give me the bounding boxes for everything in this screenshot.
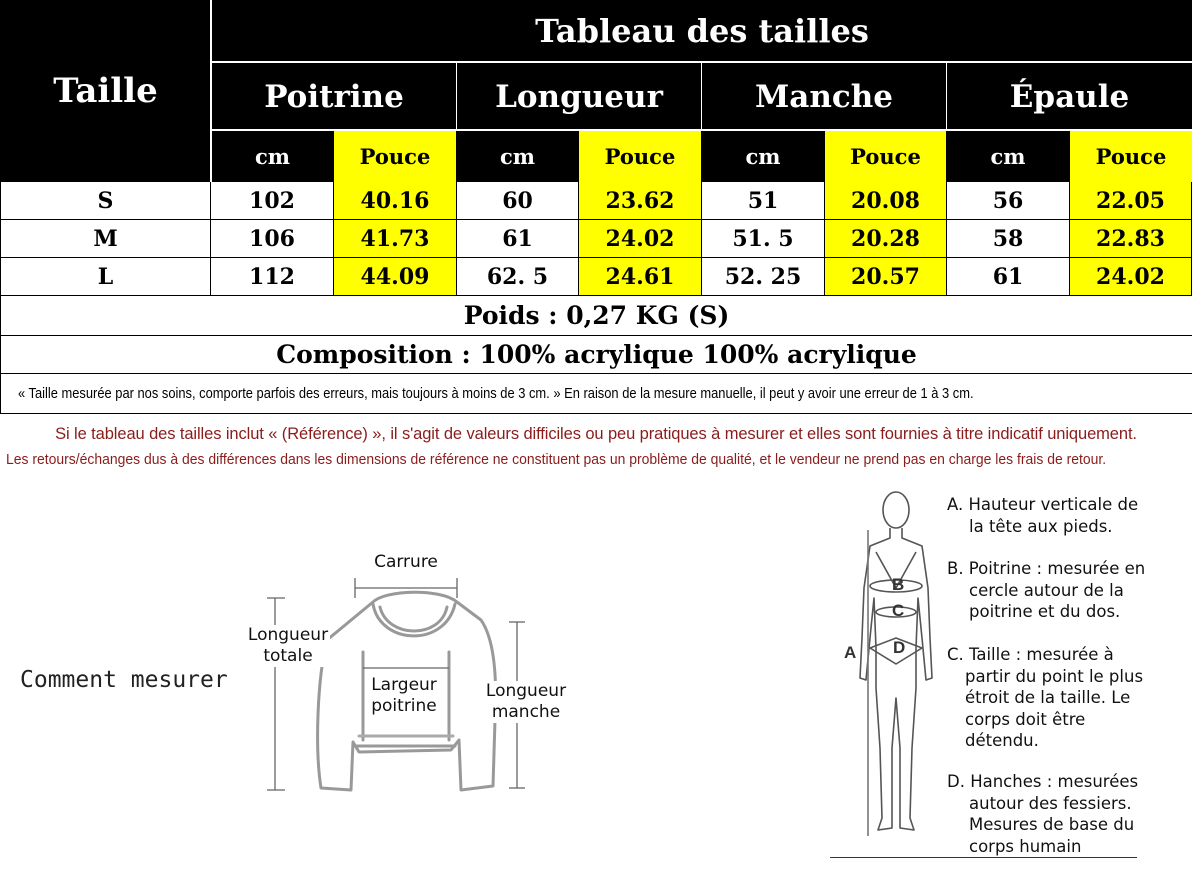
group-header-epaule: Épaule: [947, 63, 1192, 130]
def-line: A. Hauteur verticale de: [947, 495, 1139, 514]
def-line: B. Poitrine : mesurée en: [947, 559, 1146, 578]
label-b: B: [892, 575, 905, 594]
value-cell: 51: [702, 182, 825, 220]
size-cell: S: [0, 182, 211, 220]
unit-cm: cm: [702, 131, 824, 182]
label-line: totale: [263, 646, 313, 666]
table-row: [0, 220, 1192, 258]
size-chart-table: [0, 0, 1192, 296]
def-line: C. Taille : mesurée à: [947, 645, 1114, 664]
divider: [456, 63, 457, 130]
definition-c: [947, 644, 1143, 752]
reference-note-1: Si le tableau des tailles inclut « (Référence) », il s'agit de valeurs difficiles ou peu pratiques à mesurer et elles sont fournies à titre indicatif uniquement.: [55, 425, 1137, 443]
value-cell: 40.16: [334, 182, 457, 220]
def-line: étroit de la taille. Le: [965, 688, 1131, 707]
label-line: Longueur: [247, 625, 329, 645]
label-a: A: [844, 643, 857, 662]
baseline-divider: [830, 857, 1137, 858]
size-header: Taille: [0, 0, 211, 182]
label-line: manche: [491, 702, 561, 722]
def-line: corps doit être: [965, 709, 1086, 729]
value-cell: 61: [457, 220, 579, 258]
def-line: la tête aux pieds.: [969, 516, 1113, 536]
table-row: [0, 182, 1192, 220]
value-cell: 24.61: [579, 258, 702, 296]
body-diagram: [840, 488, 940, 840]
group-header-manche: Manche: [702, 63, 946, 130]
reference-note-2: Les retours/échanges dus à des différences dans les dimensions de référence ne constituent pas un problème de qualité, et le vendeur ne prend pas en charge les frais de retour.: [6, 451, 1107, 468]
definition-d: [947, 771, 1138, 857]
divider: [946, 63, 947, 130]
value-cell: 44.09: [334, 258, 457, 296]
unit-pouce: Pouce: [334, 131, 456, 182]
value-cell: 22.05: [1070, 182, 1192, 220]
divider: [701, 63, 702, 130]
unit-pouce: Pouce: [1070, 131, 1192, 182]
value-cell: 22.83: [1070, 220, 1192, 258]
size-cell: M: [0, 220, 211, 258]
carrure-label: Carrure: [370, 552, 442, 573]
value-cell: 23.62: [579, 182, 702, 220]
value-cell: 58: [947, 220, 1070, 258]
def-line: poitrine et du dos.: [969, 602, 1121, 621]
composition-line: Composition : 100% acrylique 100% acrylique: [0, 336, 1192, 374]
def-line: D. Hanches : mesurées: [947, 772, 1139, 791]
def-line: corps humain: [969, 836, 1082, 856]
label-line: poitrine: [371, 696, 437, 716]
def-line: Mesures de base du: [969, 815, 1135, 834]
value-cell: 20.08: [825, 182, 947, 220]
value-cell: 41.73: [334, 220, 457, 258]
label-line: Longueur: [485, 681, 567, 701]
unit-cm: cm: [212, 131, 333, 182]
size-cell: L: [0, 258, 211, 296]
table-row: [0, 258, 1192, 296]
def-line: partir du point le plus: [965, 666, 1144, 686]
measurement-note-box: [0, 374, 1192, 414]
value-cell: 102: [211, 182, 334, 220]
unit-pouce: Pouce: [825, 131, 946, 182]
longueur-totale-label: [246, 625, 330, 667]
definition-b: [947, 558, 1145, 623]
value-cell: 24.02: [1070, 258, 1192, 296]
label-c: C: [892, 601, 905, 620]
value-cell: 61: [947, 258, 1070, 296]
chart-title: Tableau des tailles: [212, 0, 1192, 62]
definition-a: [947, 494, 1138, 537]
label-d: D: [893, 638, 906, 657]
value-cell: 112: [211, 258, 334, 296]
value-cell: 62. 5: [457, 258, 579, 296]
value-cell: 106: [211, 220, 334, 258]
unit-cm: cm: [947, 131, 1069, 182]
def-line: autour des fessiers.: [969, 793, 1132, 813]
value-cell: 20.57: [825, 258, 947, 296]
value-cell: 52. 25: [702, 258, 825, 296]
def-line: détendu.: [965, 731, 1039, 750]
measurement-note: « Taille mesurée par nos soins, comporte parfois des erreurs, mais toujours à moins de 3 cm. » En raison de la mesure manuelle, il peut y avoir une erreur de 1 à 3 cm.: [18, 385, 974, 402]
label-line: Largeur: [371, 675, 437, 695]
value-cell: 51. 5: [702, 220, 825, 258]
def-line: cercle autour de la: [969, 580, 1124, 600]
unit-cm: cm: [457, 131, 578, 182]
unit-pouce: Pouce: [579, 131, 701, 182]
weight-line: Poids : 0,27 KG (S): [0, 296, 1192, 336]
group-header-longueur: Longueur: [457, 63, 701, 130]
longueur-manche-label: [482, 681, 570, 723]
largeur-poitrine-label: [367, 675, 441, 717]
group-header-poitrine: Poitrine: [212, 63, 456, 130]
value-cell: 20.28: [825, 220, 947, 258]
value-cell: 60: [457, 182, 579, 220]
value-cell: 24.02: [579, 220, 702, 258]
how-to-measure-label: Comment mesurer: [20, 667, 228, 693]
value-cell: 56: [947, 182, 1070, 220]
